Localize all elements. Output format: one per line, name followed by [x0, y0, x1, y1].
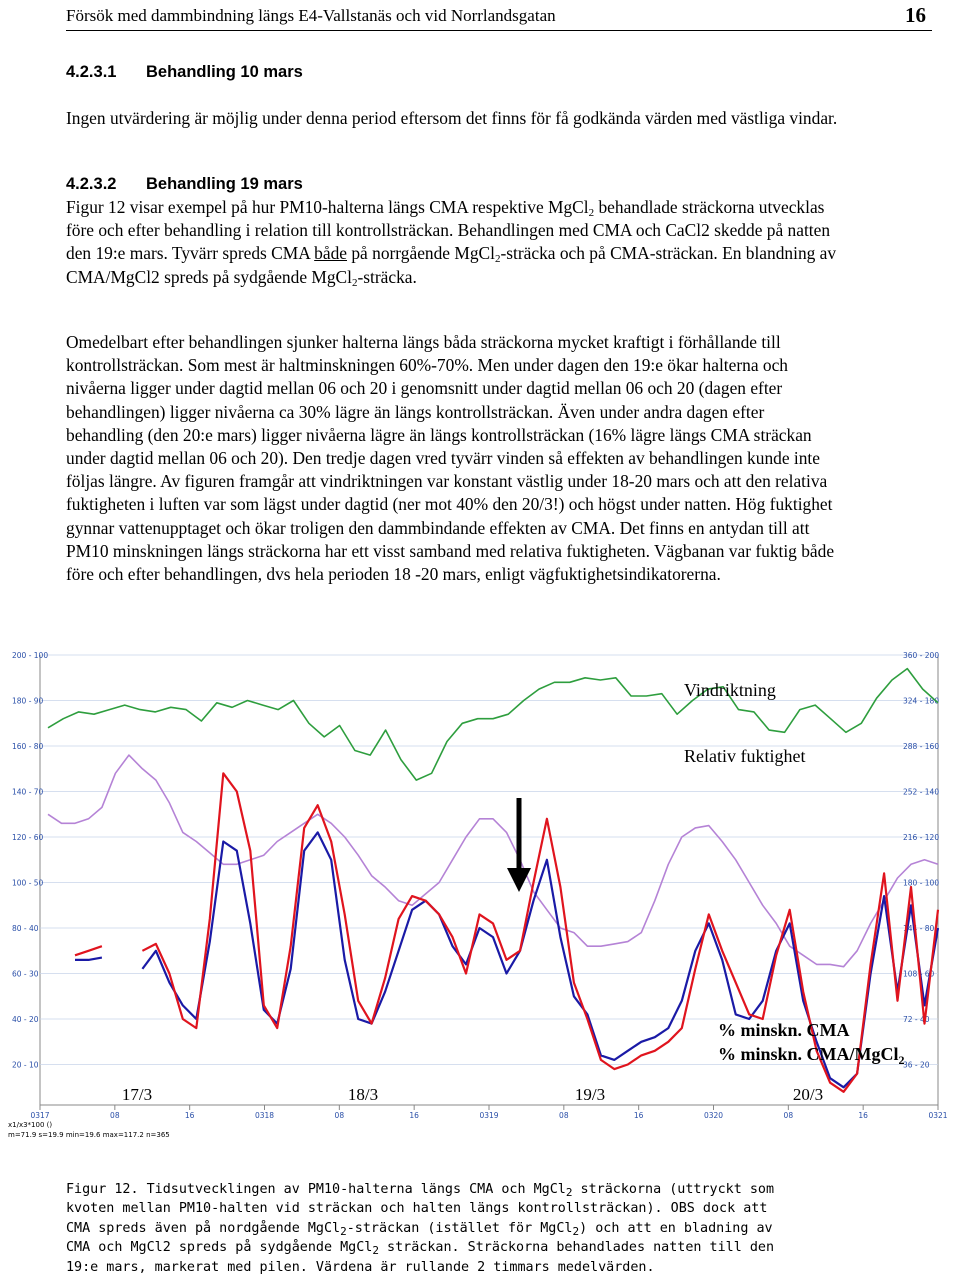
left-tick-label: 20 - 10 — [12, 1060, 39, 1070]
label-relativ-fuktighet: Relativ fuktighet — [684, 746, 806, 766]
section-title: Behandling 19 mars — [146, 175, 303, 193]
left-tick-label: 40 - 20 — [12, 1015, 39, 1024]
section1-paragraph: Ingen utvärdering är möjlig under denna period eftersom det finns för få godkända värden med västliga vindar. — [66, 108, 838, 128]
right-tick-label: 144 - 80 — [903, 924, 935, 933]
section-heading-4-2-3-2 — [66, 175, 303, 194]
right-tick-label: 72 - 40 — [903, 1015, 930, 1024]
x-axis-ticks — [30, 1111, 947, 1120]
series-line-2 — [48, 755, 938, 967]
x-tick-label: 08 — [559, 1111, 569, 1120]
chart-grid — [40, 655, 938, 1110]
left-tick-label: 100 - 50 — [12, 878, 44, 888]
section-heading-4-2-3-1 — [66, 63, 303, 82]
page-number: 16 — [905, 3, 926, 27]
day-label: 20/3 — [792, 1085, 824, 1104]
left-tick-label: 160 - 80 — [12, 742, 44, 751]
right-tick-label: 108 - 60 — [903, 969, 935, 979]
right-tick-label: 252 - 140 — [903, 787, 940, 797]
label-minskn-cma: % minskn. CMA — [718, 1020, 850, 1040]
right-tick-label: 180 - 100 — [903, 878, 940, 888]
x-tick-label: 0317 — [30, 1111, 50, 1120]
x-tick-label: 16 — [409, 1111, 419, 1120]
x-tick-label: 16 — [184, 1111, 195, 1120]
day-label: 18/3 — [347, 1085, 379, 1104]
x-tick-label: 0318 — [254, 1111, 275, 1120]
right-tick-label: 36 - 20 — [903, 1060, 930, 1070]
left-tick-label: 60 - 30 — [12, 969, 39, 979]
label-vindriktning: Vindriktning — [684, 680, 776, 700]
header-title: Försök med dammbindning längs E4-Vallstanäs och vid Norrlandsgatan — [66, 6, 556, 25]
day-labels — [122, 1085, 823, 1104]
left-tick-label: 200 - 100 — [12, 651, 49, 660]
right-tick-label: 288 - 160 — [903, 742, 940, 751]
legend-line-1: x1/x3*100 () — [8, 1121, 53, 1129]
section-number: 4.2.3.2 — [66, 175, 117, 193]
figure-caption: Figur 12. Tidsutvecklingen av PM10-halterna längs CMA och MgCl$_2$ sträckorna (uttryckt som kvoten mellan PM10-halten vid sträckan och halten längs kontrollsträckan). OBS dock att CMA spreds även på nordgående MgCl$_2$-sträckan (istället för MgCl$_2$) och att en bladning av CMA och MgCl2 spreds på sydgående MgCl$_2$ sträckan. Sträckorna behandlades natten till den 19:e mars, markerat med pilen. Värdena är rullande 2 timmars medelvärden. — [66, 1182, 775, 1275]
left-axis-ticks — [12, 651, 48, 1070]
section2-paragraph-2: Omedelbart efter behandlingen sjunker halterna längs båda sträckorna mycket kraftigt i förhållande till kontrollsträckan. Som mest är haltminskningen 60%-70%. Men under dagen den 19:e ökar halterna och nivåerna ligger under dagtid mellan 06 och 20 i genomsnitt under dagtid mellan 06 och 20 (dagen efter behandlingen) ligger nivåerna ca 30% lägre än längs kontrollsträckan. Även under andra dagen efter behandling (den 20:e mars) ligger nivåerna lägre än längs kontrollsträckan (16% lägre längs CMA sträckan under dagtid mellan 06 och 20). Den tredje dagen vred tyvärr vinden så effekten av behandlingen kunde inte följas längre. Av figuren framgår att vindriktningen var konstant västlig under 18-20 mars och att den relativa fuktigheten i luften var som lägst under dagtid (ner mot 40% den 20/3!) och högst under natten. Hög fuktighet gynnar vattenupptaget och ökar troligen den dammbindande effekten av CMA. Det finns en antydan till att PM10 minskningen längs sträckorna har ett visst samband med relativa fuktigheten. Vägbanan var fuktig både före och efter behandlingen, dvs hela perioden 18 -20 mars, enligt vägfuktighetsindikatorerna. — [66, 332, 835, 585]
day-label: 19/3 — [574, 1085, 606, 1104]
section2-paragraph-1: Figur 12 visar exempel på hur PM10-halterna längs CMA respektive MgCl$_2$ behandlade sträckorna utvecklas före och efter behandling i relation till kontrollsträckan. Behandlingen med CMA och CaCl2 skedde på natten den 19:e mars. Tyvärr spreds CMA både på norrgående MgCl$_2$-sträcka och på CMA-sträckan. En blandning av CMA/MgCl2 spreds på sydgående MgCl$_2$-sträcka. — [66, 197, 837, 289]
x-tick-label: 0320 — [703, 1111, 724, 1120]
day-label: 17/3 — [121, 1085, 153, 1104]
x-tick-label: 0319 — [479, 1111, 499, 1120]
right-tick-label: 360 - 200 — [903, 651, 940, 660]
x-tick-label: 08 — [110, 1111, 120, 1120]
left-tick-label: 120 - 60 — [12, 833, 44, 842]
section-number: 4.2.3.1 — [66, 63, 117, 81]
label-minskn-cma-mgcl2: % minskn. CMA/MgCl$_2$ — [718, 1044, 905, 1067]
x-tick-label: 16 — [858, 1111, 868, 1120]
pm10-chart — [0, 640, 960, 1160]
x-tick-label: 16 — [633, 1111, 644, 1120]
x-tick-label: 0321 — [928, 1111, 948, 1120]
left-tick-label: 140 - 70 — [12, 787, 44, 797]
right-tick-label: 324 - 180 — [903, 696, 940, 706]
left-tick-label: 80 - 40 — [12, 924, 39, 933]
page-header — [66, 2, 932, 31]
x-tick-label: 08 — [783, 1111, 794, 1120]
left-tick-label: 180 - 90 — [12, 696, 44, 706]
right-tick-label: 216 - 120 — [903, 833, 940, 842]
legend-line-2: m=71.9 s=19.9 min=19.6 max=117.2 n=365 — [8, 1131, 170, 1139]
section-title: Behandling 10 mars — [146, 63, 303, 81]
x-tick-label: 08 — [334, 1111, 345, 1120]
